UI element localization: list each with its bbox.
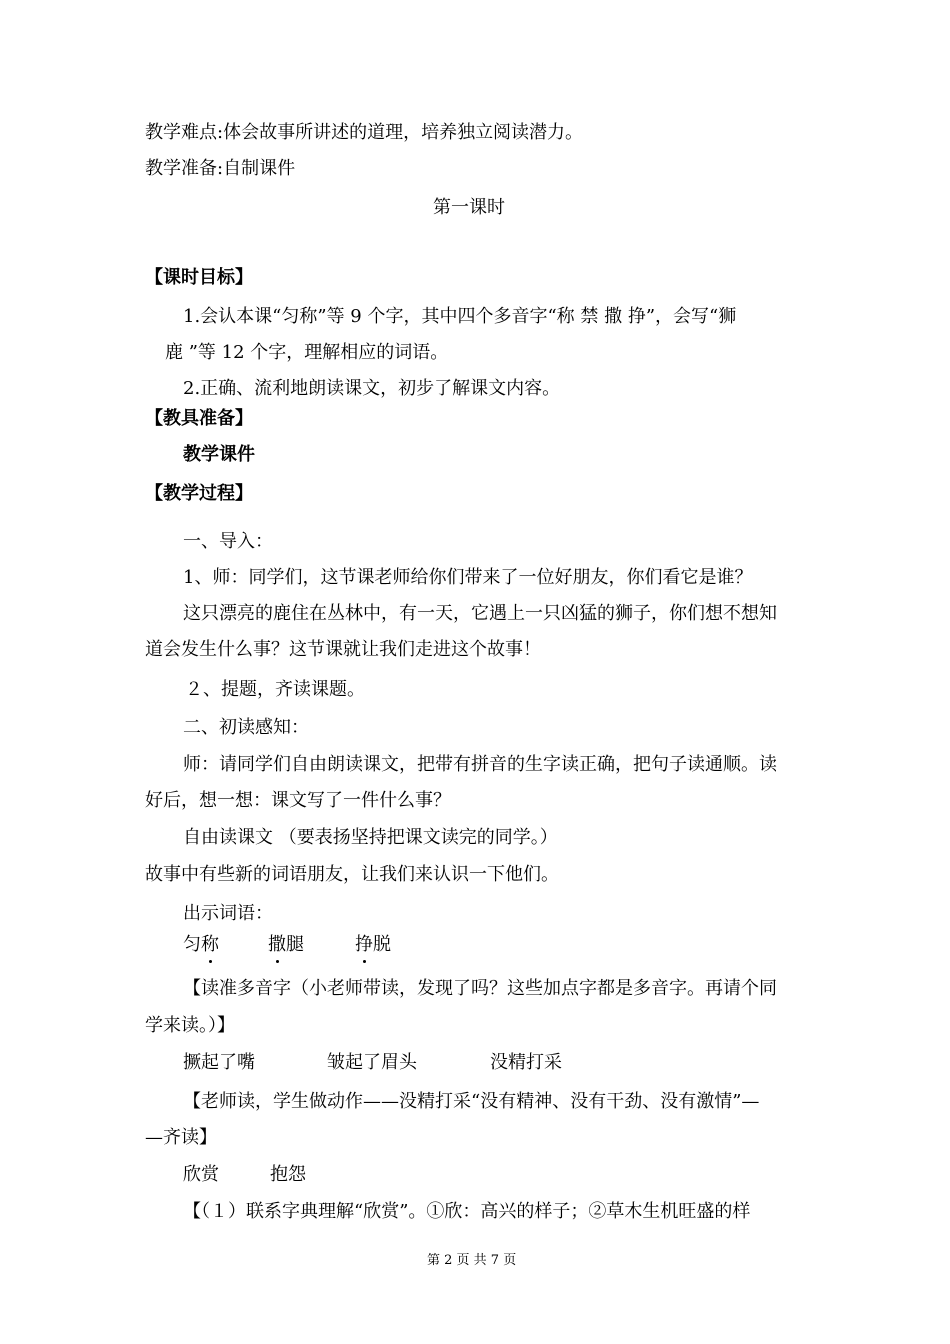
teaching-difficulty: 教学难点:体会故事所讲述的道理，培养独立阅读潜力。: [145, 122, 584, 143]
reading-paragraph-2: 自由读课文 （要表扬坚持把课文读完的同学。）: [183, 827, 558, 848]
materials-content: 教学课件: [183, 444, 255, 465]
dotted-character: 挣: [355, 934, 373, 955]
vocab-word-4: 撅起了嘴: [183, 1052, 255, 1073]
reading-title: 二、初读感知：: [183, 717, 309, 738]
note-2-line-1: 【老师读，学生做动作——没精打采“没有精神、没有干劲、没有激情”—: [183, 1091, 760, 1112]
note-3: 【（１）联系字典理解“欣赏”。①欣：高兴的样子；②草木生机旺盛的样: [183, 1201, 751, 1222]
note-1-line-1: 【读准多音字（小老师带读，发现了吗？这些加点字都是多音字。再请个同: [183, 978, 777, 999]
objective-item-2: 2.正确、流利地朗读课文，初步了解课文内容。: [183, 378, 561, 399]
objective-item-1-line-1: 1.会认本课“匀称”等 9 个字，其中四个多音字“称 禁 撒 挣”，会写“狮: [183, 306, 737, 327]
vocab-word-8: 抱怨: [270, 1164, 306, 1185]
vocab-word-7: 欣赏: [183, 1164, 219, 1185]
page-footer: 第 2 页 共 7 页: [427, 1253, 517, 1268]
reading-paragraph-1-line-1: 师：请同学们自由朗读课文，把带有拼音的生字读正确，把句子读通顺。读: [183, 754, 777, 775]
dotted-character: 撒: [268, 934, 286, 955]
note-1-line-2: 学来读。）】: [145, 1015, 235, 1036]
objectives-heading: 【课时目标】: [145, 267, 253, 288]
intro-paragraph-2-line-1: 这只漂亮的鹿住在丛林中，有一天，它遇上一只凶猛的狮子，你们想不想知: [183, 603, 777, 624]
vocab-word-3: 挣脱: [355, 934, 391, 955]
vocab-word-5: 皱起了眉头: [327, 1052, 417, 1073]
reading-paragraph-1-line-2: 好后，想一想：课文写了一件什么事？: [145, 790, 451, 811]
vocab-word-2: 撒腿: [268, 934, 304, 955]
lesson-title: 第一课时: [433, 197, 505, 218]
show-words-label: 出示词语：: [183, 903, 273, 924]
note-2-line-2: —齐读】: [145, 1127, 217, 1148]
materials-heading: 【教具准备】: [145, 408, 253, 429]
process-heading: 【教学过程】: [145, 483, 253, 504]
vocab-word-6: 没精打采: [490, 1052, 562, 1073]
dotted-character: 称: [201, 934, 219, 955]
vocab-word-1: 匀称: [183, 934, 219, 955]
intro-paragraph-1: 1、师：同学们，这节课老师给你们带来了一位好朋友，你们看它是谁？: [183, 567, 753, 588]
objective-item-1-line-2: 鹿 ”等 12 个字，理解相应的词语。: [165, 342, 449, 363]
intro-paragraph-3: ２、提题，齐读课题。: [185, 679, 365, 700]
intro-title: 一、导入：: [183, 531, 273, 552]
teaching-preparation: 教学准备:自制课件: [145, 158, 296, 179]
intro-paragraph-2-line-2: 道会发生什么事？这节课就让我们走进这个故事！: [145, 639, 541, 660]
reading-paragraph-3: 故事中有些新的词语朋友，让我们来认识一下他们。: [145, 864, 559, 885]
